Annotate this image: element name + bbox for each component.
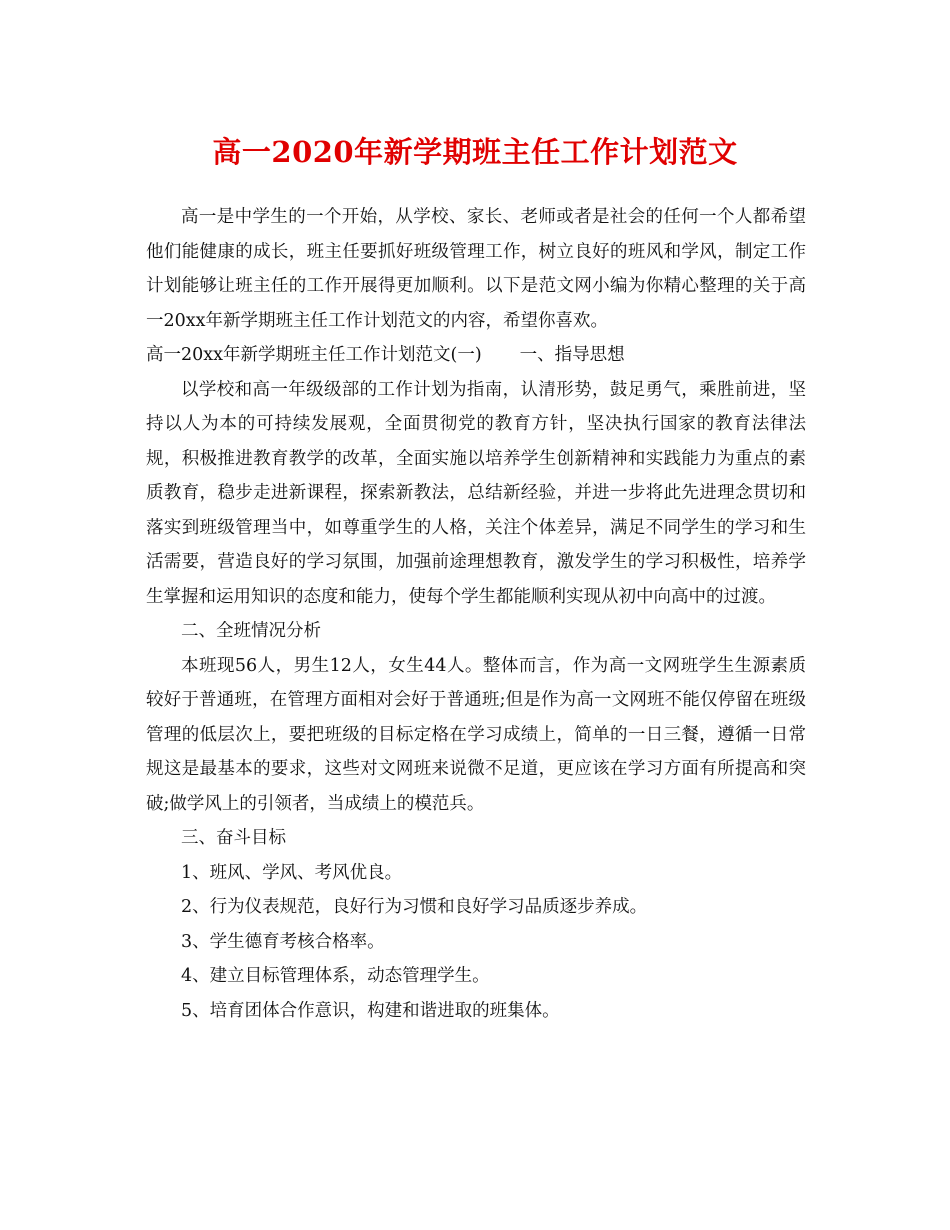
article-subtitle: 高一20xx年新学期班主任工作计划范文(一) [146,345,482,365]
section3-heading: 三、奋斗目标 [181,828,286,848]
intro-paragraph: 高一是中学生的一个开始，从学校、家长、老师或者是社会的任何一个人都希望他们能健康的成长，班主任要抓好班级管理工作，树立良好的班风和学风，制定工作计划能够让班主任的工作开展得更加顺利。以下是范文网小编为你精心整理的关于高一20xx年新学期班主任工作计划范文的内容，希望你喜欢。 [146,207,806,331]
goal-item: 5、培育团体合作意识，构建和谐进取的班集体。 [181,1000,560,1021]
document-body [146,200,806,1028]
goal-item: 1、班风、学风、考风优良。 [181,862,403,883]
goal-item: 3、学生德育考核合格率。 [181,931,385,952]
goal-item: 2、行为仪表规范，良好行为习惯和良好学习品质逐步养成。 [181,897,648,917]
subtitle-line [146,338,806,373]
section2-paragraph: 本班现56人，男生12人，女生44人。整体而言，作为高一文网班学生生源素质较好于普通班，在管理方面相对会好于普通班;但是作为高一文网班不能仅停留在班级管理的低层次上，要把班级的目标定格在学习成绩上，简单的一日三餐，遵循一日常规这是最基本的要求，这些对文网班来说微不足道，更应该在学习方面有所提高和突破;做学风上的引领者，当成绩上的模范兵。 [146,655,806,814]
goal-item: 4、建立目标管理体系，动态管理学生。 [181,966,490,986]
section2-heading: 二、全班情况分析 [181,621,321,641]
section1-heading: 一、指导思想 [519,345,625,365]
section1-paragraph: 以学校和高一年级级部的工作计划为指南，认清形势，鼓足勇气，乘胜前进，坚持以人为本的可持续发展观，全面贯彻党的教育方针，坚决执行国家的教育法律法规，积极推进教育教学的改革，全面实施以培养学生创新精神和实践能力为重点的素质教育，稳步走进新课程，探索新教法，总结新经验，并进一步将此先进理念贯切和落实到班级管理当中，如尊重学生的人格，关注个体差异，满足不同学生的学习和生活需要，营造良好的学习氛围，加强前途理想教育，激发学生的学习积极性，培养学生掌握和运用知识的态度和能力，使每个学生都能顺利实现从初中向高中的过渡。 [146,379,806,607]
document-title: 高一2020年新学期班主任工作计划范文 [212,135,738,169]
